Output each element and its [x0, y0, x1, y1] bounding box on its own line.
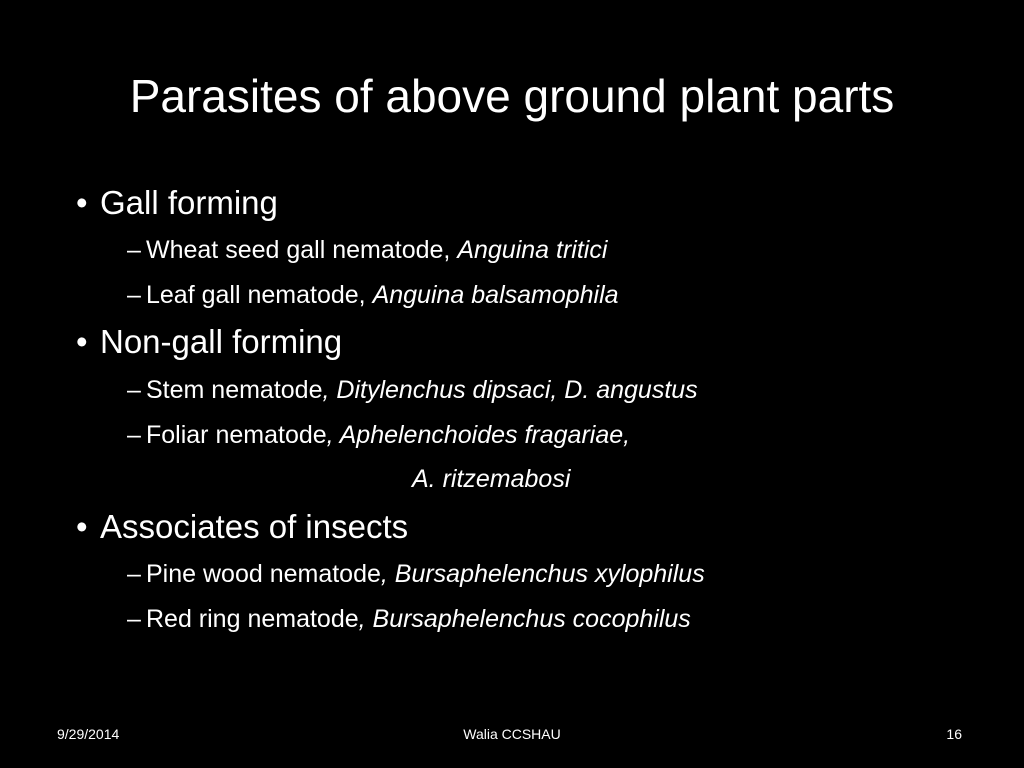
bullet-label: Non-gall forming: [100, 323, 343, 360]
sub-bullet-text: Leaf gall nematode,: [146, 281, 373, 309]
page-number: 16: [946, 726, 962, 742]
species-name: , Bursaphelenchus xylophilus: [380, 560, 705, 588]
bullet-mark: •: [76, 184, 88, 221]
sub-bullet-text: Foliar nematode: [146, 421, 327, 449]
dash-mark: –: [127, 281, 141, 309]
dash-mark: –: [127, 376, 141, 404]
species-name: , Aphelenchoides fragariae,: [326, 421, 631, 449]
bullet-mark: •: [76, 508, 88, 545]
slide-title: Parasites of above ground plant parts: [129, 70, 895, 122]
dash-mark: –: [127, 605, 141, 633]
footer-date: 9/29/2014: [57, 726, 120, 742]
sub-bullet-item: [127, 371, 698, 409]
sub-bullet-item: [127, 416, 630, 454]
sub-bullet-item: [127, 555, 705, 593]
bullet-mark: •: [76, 323, 88, 360]
sub-bullet-item: [127, 600, 691, 638]
bullet-label: Gall forming: [100, 184, 278, 221]
species-name: Anguina tritici: [457, 236, 608, 264]
sub-bullet-text: Red ring nematode: [146, 605, 359, 633]
species-name: Anguina balsamophila: [372, 281, 619, 309]
sub-bullet-item: [127, 231, 607, 269]
dash-mark: –: [127, 236, 141, 264]
bullet-label: Associates of insects: [100, 508, 409, 545]
footer-author: Walia CCSHAU: [463, 726, 561, 742]
species-continuation: A. ritzemabosi: [412, 465, 571, 493]
sub-bullet-text: Pine wood nematode: [146, 560, 381, 588]
bullet-item: [76, 504, 408, 550]
sub-bullet-item: [127, 276, 619, 314]
sub-bullet-text: Wheat seed gall nematode,: [146, 236, 458, 264]
bullet-item: [76, 319, 342, 365]
species-name: , Ditylenchus dipsaci, D. angustus: [322, 376, 698, 404]
sub-bullet-text: Stem nematode: [146, 376, 323, 404]
species-name: , Bursaphelenchus cocophilus: [358, 605, 691, 633]
bullet-item: [76, 180, 278, 226]
dash-mark: –: [127, 421, 141, 449]
slide-content: [0, 176, 1024, 646]
dash-mark: –: [127, 560, 141, 588]
